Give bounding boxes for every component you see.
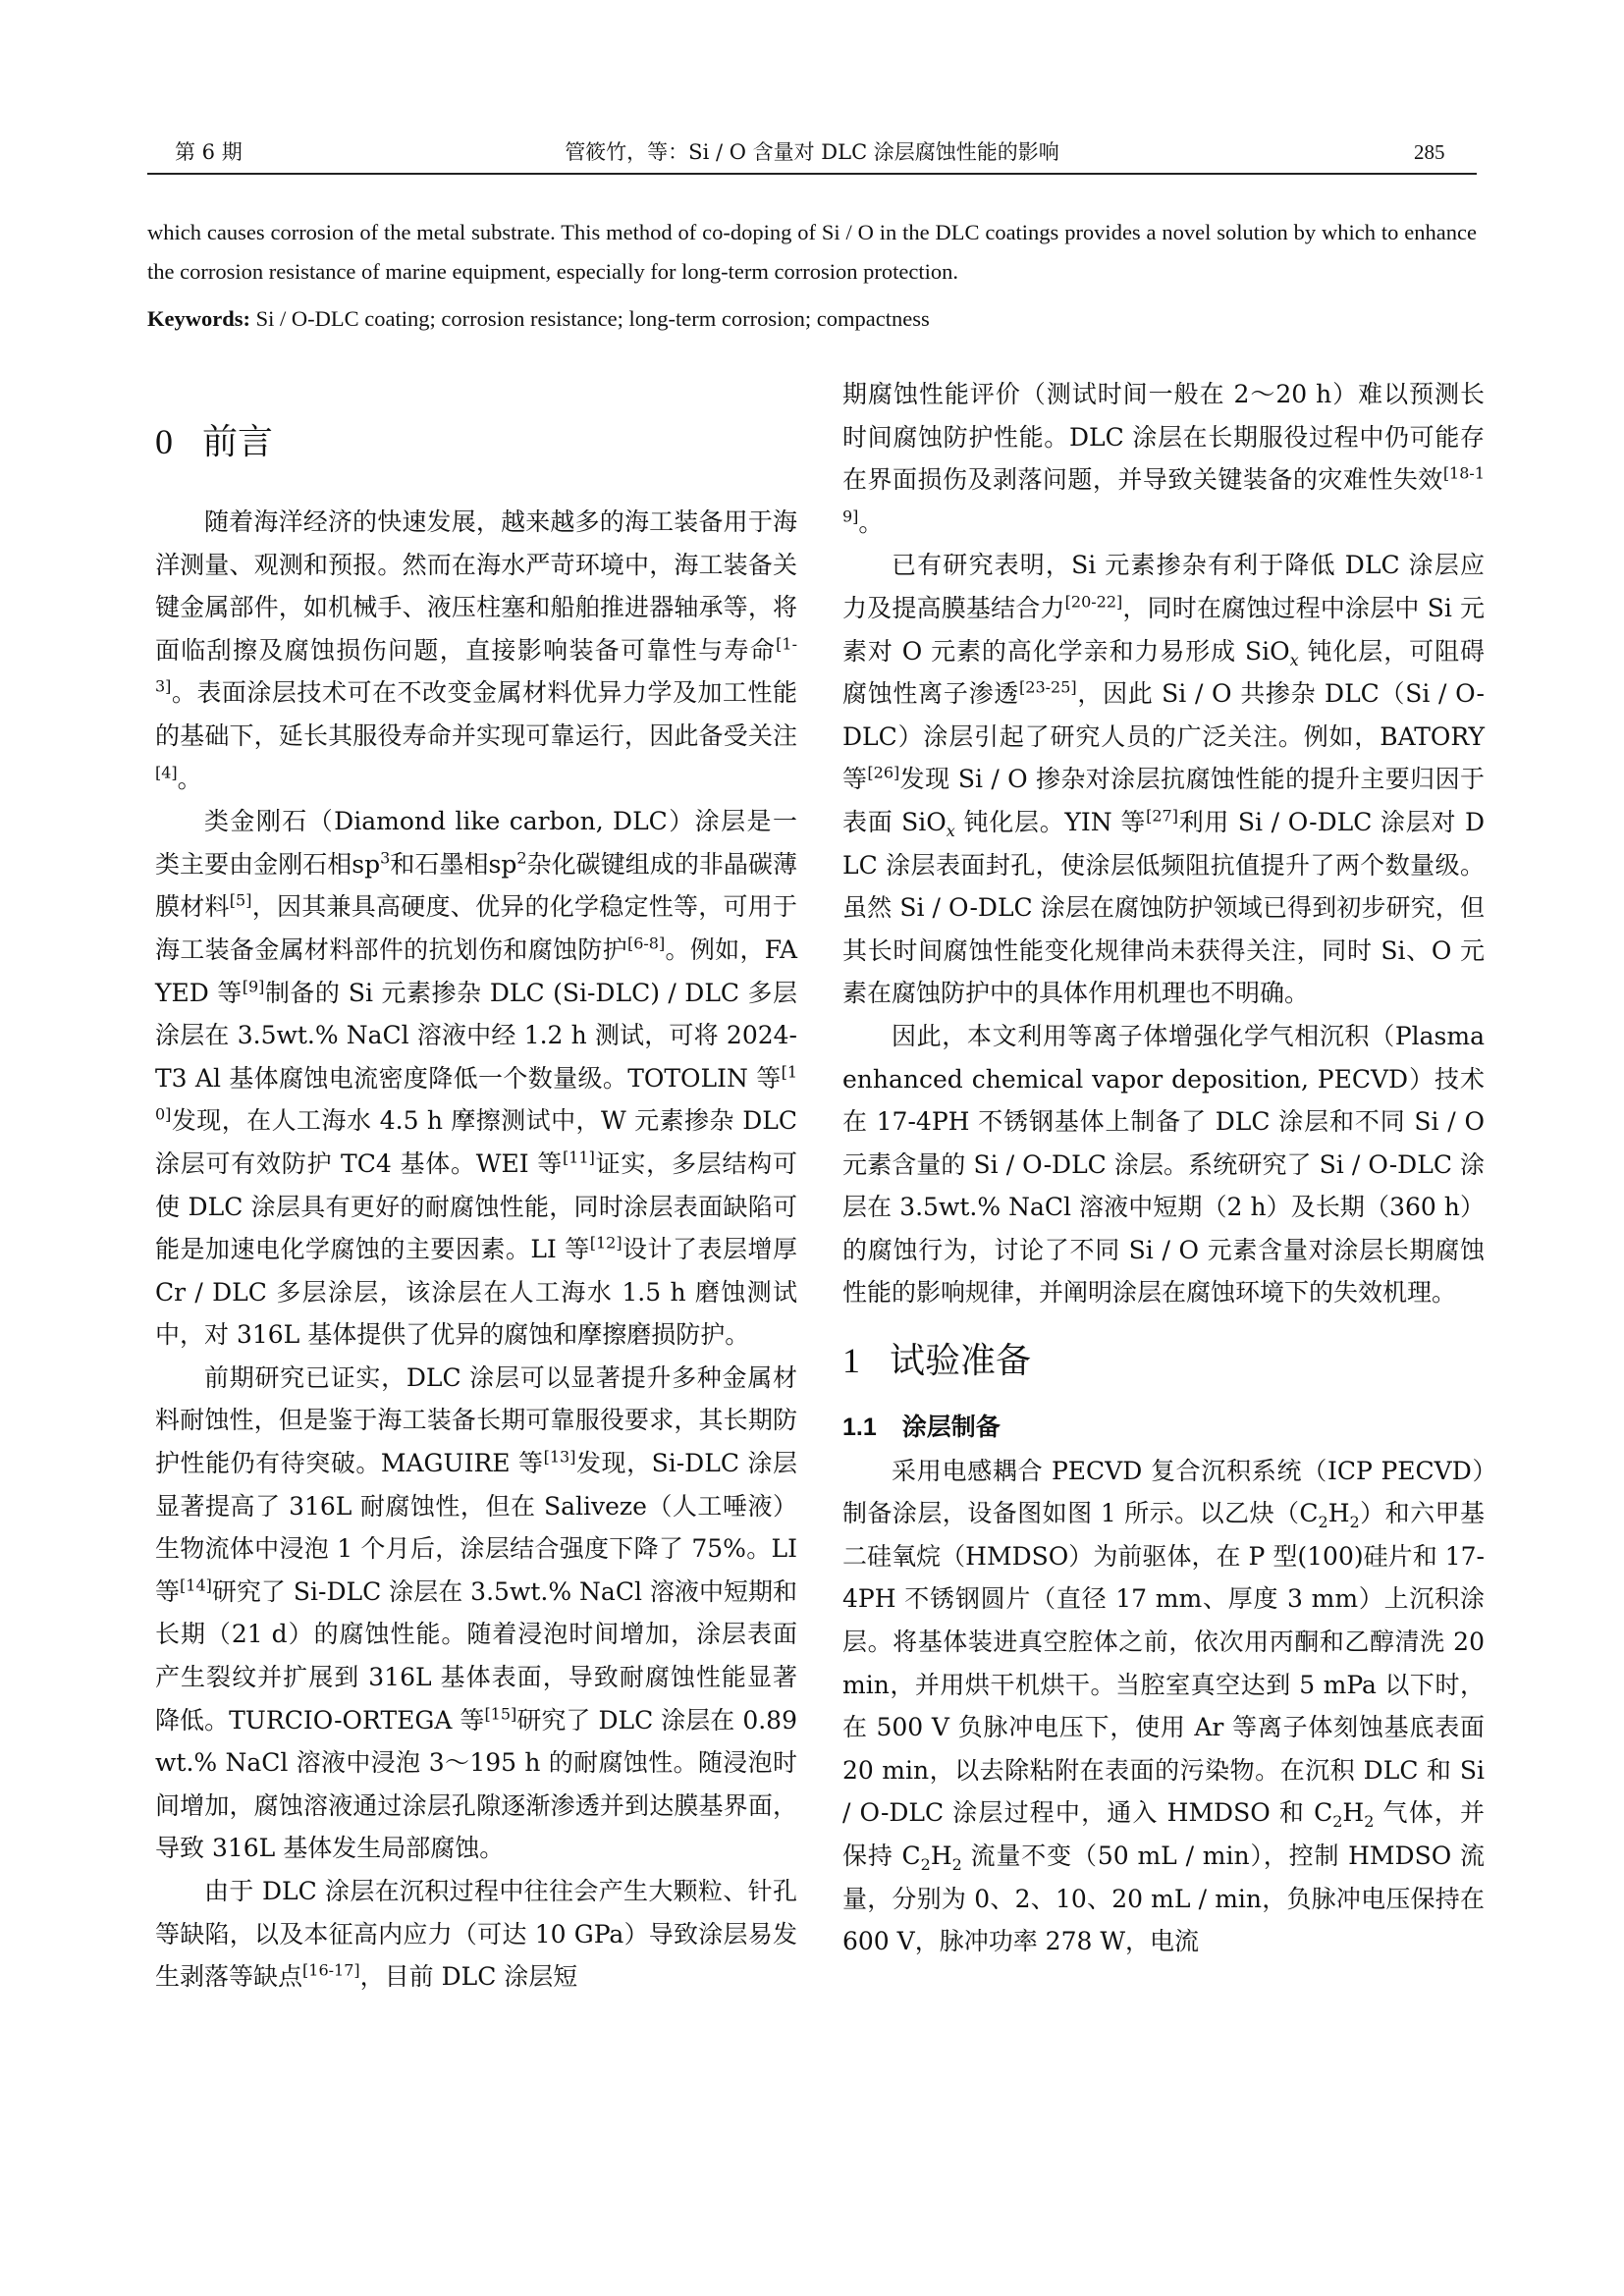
keywords-label: Keywords: — [147, 306, 250, 331]
body-paragraph: 采用电感耦合 PECVD 复合沉积系统（ICP PECVD）制备涂层，设备图如图 1 所示。以乙炔$(C_2H_2)$和六甲基二硅氧烷（HMDSO）为前驱体，在 P 型(100)硅片和 17-4PH 不锈钢圆片（直径 17 mm、厚度 3 mm）上沉积涂层。将基体装进真空腔体之前，依次用丙酮和乙醇清洗 20 min，并用烘干机烘干。当腔室真空达到 5 mPa 以下时，在 500 V 负脉冲电压下，使用 Ar 等离子体刻蚀基底表面 20 min，以去除粘附在表面的污染物。在沉积 DLC 和 Si / O-DLC 涂层过程中，通入 HMDSO 和 $C_2H_2$ 气体，并保持 $C_2H_2$ 流量不变（50 mL / min），控制 HMDSO 流量，分别为 0、2、10、20 mL / min，负脉冲电压保持在 600 V，脉冲功率 278 W，电流 — [842, 1456, 1486, 1956]
abstract-text: which causes corrosion of the metal substrate. This method of co-doping of Si / O in the DLC coatings provides a novel solution by which to enhance the corrosion resistance of marine equipment, especially for long-term corrosion protection. — [147, 220, 1477, 284]
body-paragraph: 类金刚石（Diamond like carbon, DLC）涂层是一类主要由金刚石相$sp^3$和石墨相$sp^2$杂化碳键组成的非晶碳薄膜材料[5]，因其兼具高硬度、优异的化学稳定性等，可用于海工装备金属材料部件的抗划伤和腐蚀防护[6-8]。例如，FAYED 等[9]制备的 Si 元素掺杂 DLC (Si-DLC) / DLC 多层涂层在 3.5wt.% NaCl 溶液中经 1.2 h 测试，可将 2024-T3 Al 基体腐蚀电流密度降低一个数量级。TOTOLIN 等[10]发现，在人工海水 4.5 h 摩擦测试中，W 元素掺杂 DLC 涂层可有效防护 TC4 基体。WEI 等[11]证实，多层结构可使 DLC 涂层具有更好的耐腐蚀性能，同时涂层表面缺陷可能是加速电化学腐蚀的主要因素。LI 等[12]设计了表层增厚 Cr / DLC 多层涂层，该涂层在人工海水 1.5 h 磨蚀测试中，对 316L 基体提供了优异的腐蚀和摩擦磨损防护。 — [155, 807, 797, 1350]
section-title: 试验准备 — [890, 1341, 1032, 1382]
keywords-text: Si / O-DLC coating; corrosion resistance; long-term corrosion; compactness — [255, 306, 930, 331]
issue-number: 第 6 期 — [175, 140, 243, 164]
right-column — [842, 373, 1485, 1963]
subsection-title: 涂层制备 — [901, 1413, 1001, 1442]
body-paragraph: 由于 DLC 涂层在沉积过程中往往会产生大颗粒、针孔等缺陷，以及本征高内应力（可达 10 GPa）导致涂层易发生剥落等缺点[16-17]，目前 DLC 涂层短 — [155, 1877, 797, 1992]
page-number: 285 — [1414, 140, 1445, 164]
section-heading-1 — [842, 1336, 1485, 1386]
subsection-heading — [842, 1406, 1485, 1450]
body-paragraph: 已有研究表明，Si 元素掺杂有利于降低 DLC 涂层应力及提高膜基结合力[20-22]，同时在腐蚀过程中涂层中 Si 元素对 O 元素的高化学亲和力易形成 SiO$_x$ 钝化层，可阻碍腐蚀性离子渗透[23-25]，因此 Si / O 共掺杂 DLC（Si / O-DLC）涂层引起了研究人员的广泛关注。例如，BATORY 等[26]发现 Si / O 掺杂对涂层抗腐蚀性能的提升主要归因于表面 SiO$_x$ 钝化层。YIN 等[27]利用 Si / O-DLC 涂层对 DLC 涂层表面封孔，使涂层低频阻抗值提升了两个数量级。虽然 Si / O-DLC 涂层在腐蚀防护领域已得到初步研究，但其长时间腐蚀性能变化规律尚未获得关注，同时 Si、O 元素在腐蚀防护中的具体作用机理也不明确。 — [842, 551, 1485, 1008]
section-title: 前言 — [202, 422, 274, 462]
section-number: 1 — [842, 1341, 860, 1381]
body-paragraph: 随着海洋经济的快速发展，越来越多的海工装备用于海洋测量、观测和预报。然而在海水严苛环境中，海工装备关键金属部件，如机械手、液压柱塞和船舶推进器轴承等，将面临刮擦及腐蚀损伤问题，直接影响装备可靠性与寿命[1-3]。表面涂层技术可在不改变金属材料优异力学及加工性能的基础下，延长其服役寿命并实现可靠运行，因此备受关注[4]。 — [155, 507, 797, 793]
section-number: 0 — [155, 422, 173, 461]
left-column — [155, 501, 797, 1999]
subsection-number: 1.1 — [842, 1414, 877, 1442]
body-paragraph: 前期研究已证实，DLC 涂层可以显著提升多种金属材料耐蚀性，但是鉴于海工装备长期可靠服役要求，其长期防护性能仍有待突破。MAGUIRE 等[13]发现，Si-DLC 涂层显著提高了 316L 耐腐蚀性，但在 Saliveze（人工唾液）生物流体中浸泡 1 个月后，涂层结合强度下降了 75%。LI 等[14]研究了 Si-DLC 涂层在 3.5wt.% NaCl 溶液中短期和长期（21 d）的腐蚀性能。随着浸泡时间增加，涂层表面产生裂纹并扩展到 316L 基体表面，导致耐腐蚀性能显著降低。TURCIO-ORTEGA 等[15]研究了 DLC 涂层在 0.89wt.% NaCl 溶液中浸泡 3～195 h 的耐腐蚀性。随浸泡时间增加，腐蚀溶液通过涂层孔隙逐渐渗透并到达膜基界面，导致 316L 基体发生局部腐蚀。 — [155, 1362, 797, 1863]
header-rule — [147, 173, 1477, 175]
keywords-line — [147, 299, 1477, 339]
section-heading-0 — [155, 417, 273, 467]
body-paragraph: 因此，本文利用等离子体增强化学气相沉积（Plasma enhanced chemical vapor deposition, PECVD）技术在 17-4PH 不锈钢基体上制备了 DLC 涂层和不同 Si / O 元素含量的 Si / O-DLC 涂层。系统研究了 Si / O-DLC 涂层在 3.5wt.% NaCl 溶液中短期（2 h）及长期（360 h）的腐蚀行为，讨论了不同 Si / O 元素含量对涂层长期腐蚀性能的影响规律，并阐明涂层在腐蚀环境下的失效机理。 — [842, 1021, 1485, 1308]
running-title: 管筱竹，等：Si / O 含量对 DLC 涂层腐蚀性能的影响 — [565, 140, 1059, 164]
body-paragraph: 期腐蚀性能评价（测试时间一般在 2～20 h）难以预测长时间腐蚀防护性能。DLC 涂层在长期服役过程中仍可能存在界面损伤及剥落问题，并导致关键装备的灾难性失效[18-19]。 — [842, 380, 1485, 537]
